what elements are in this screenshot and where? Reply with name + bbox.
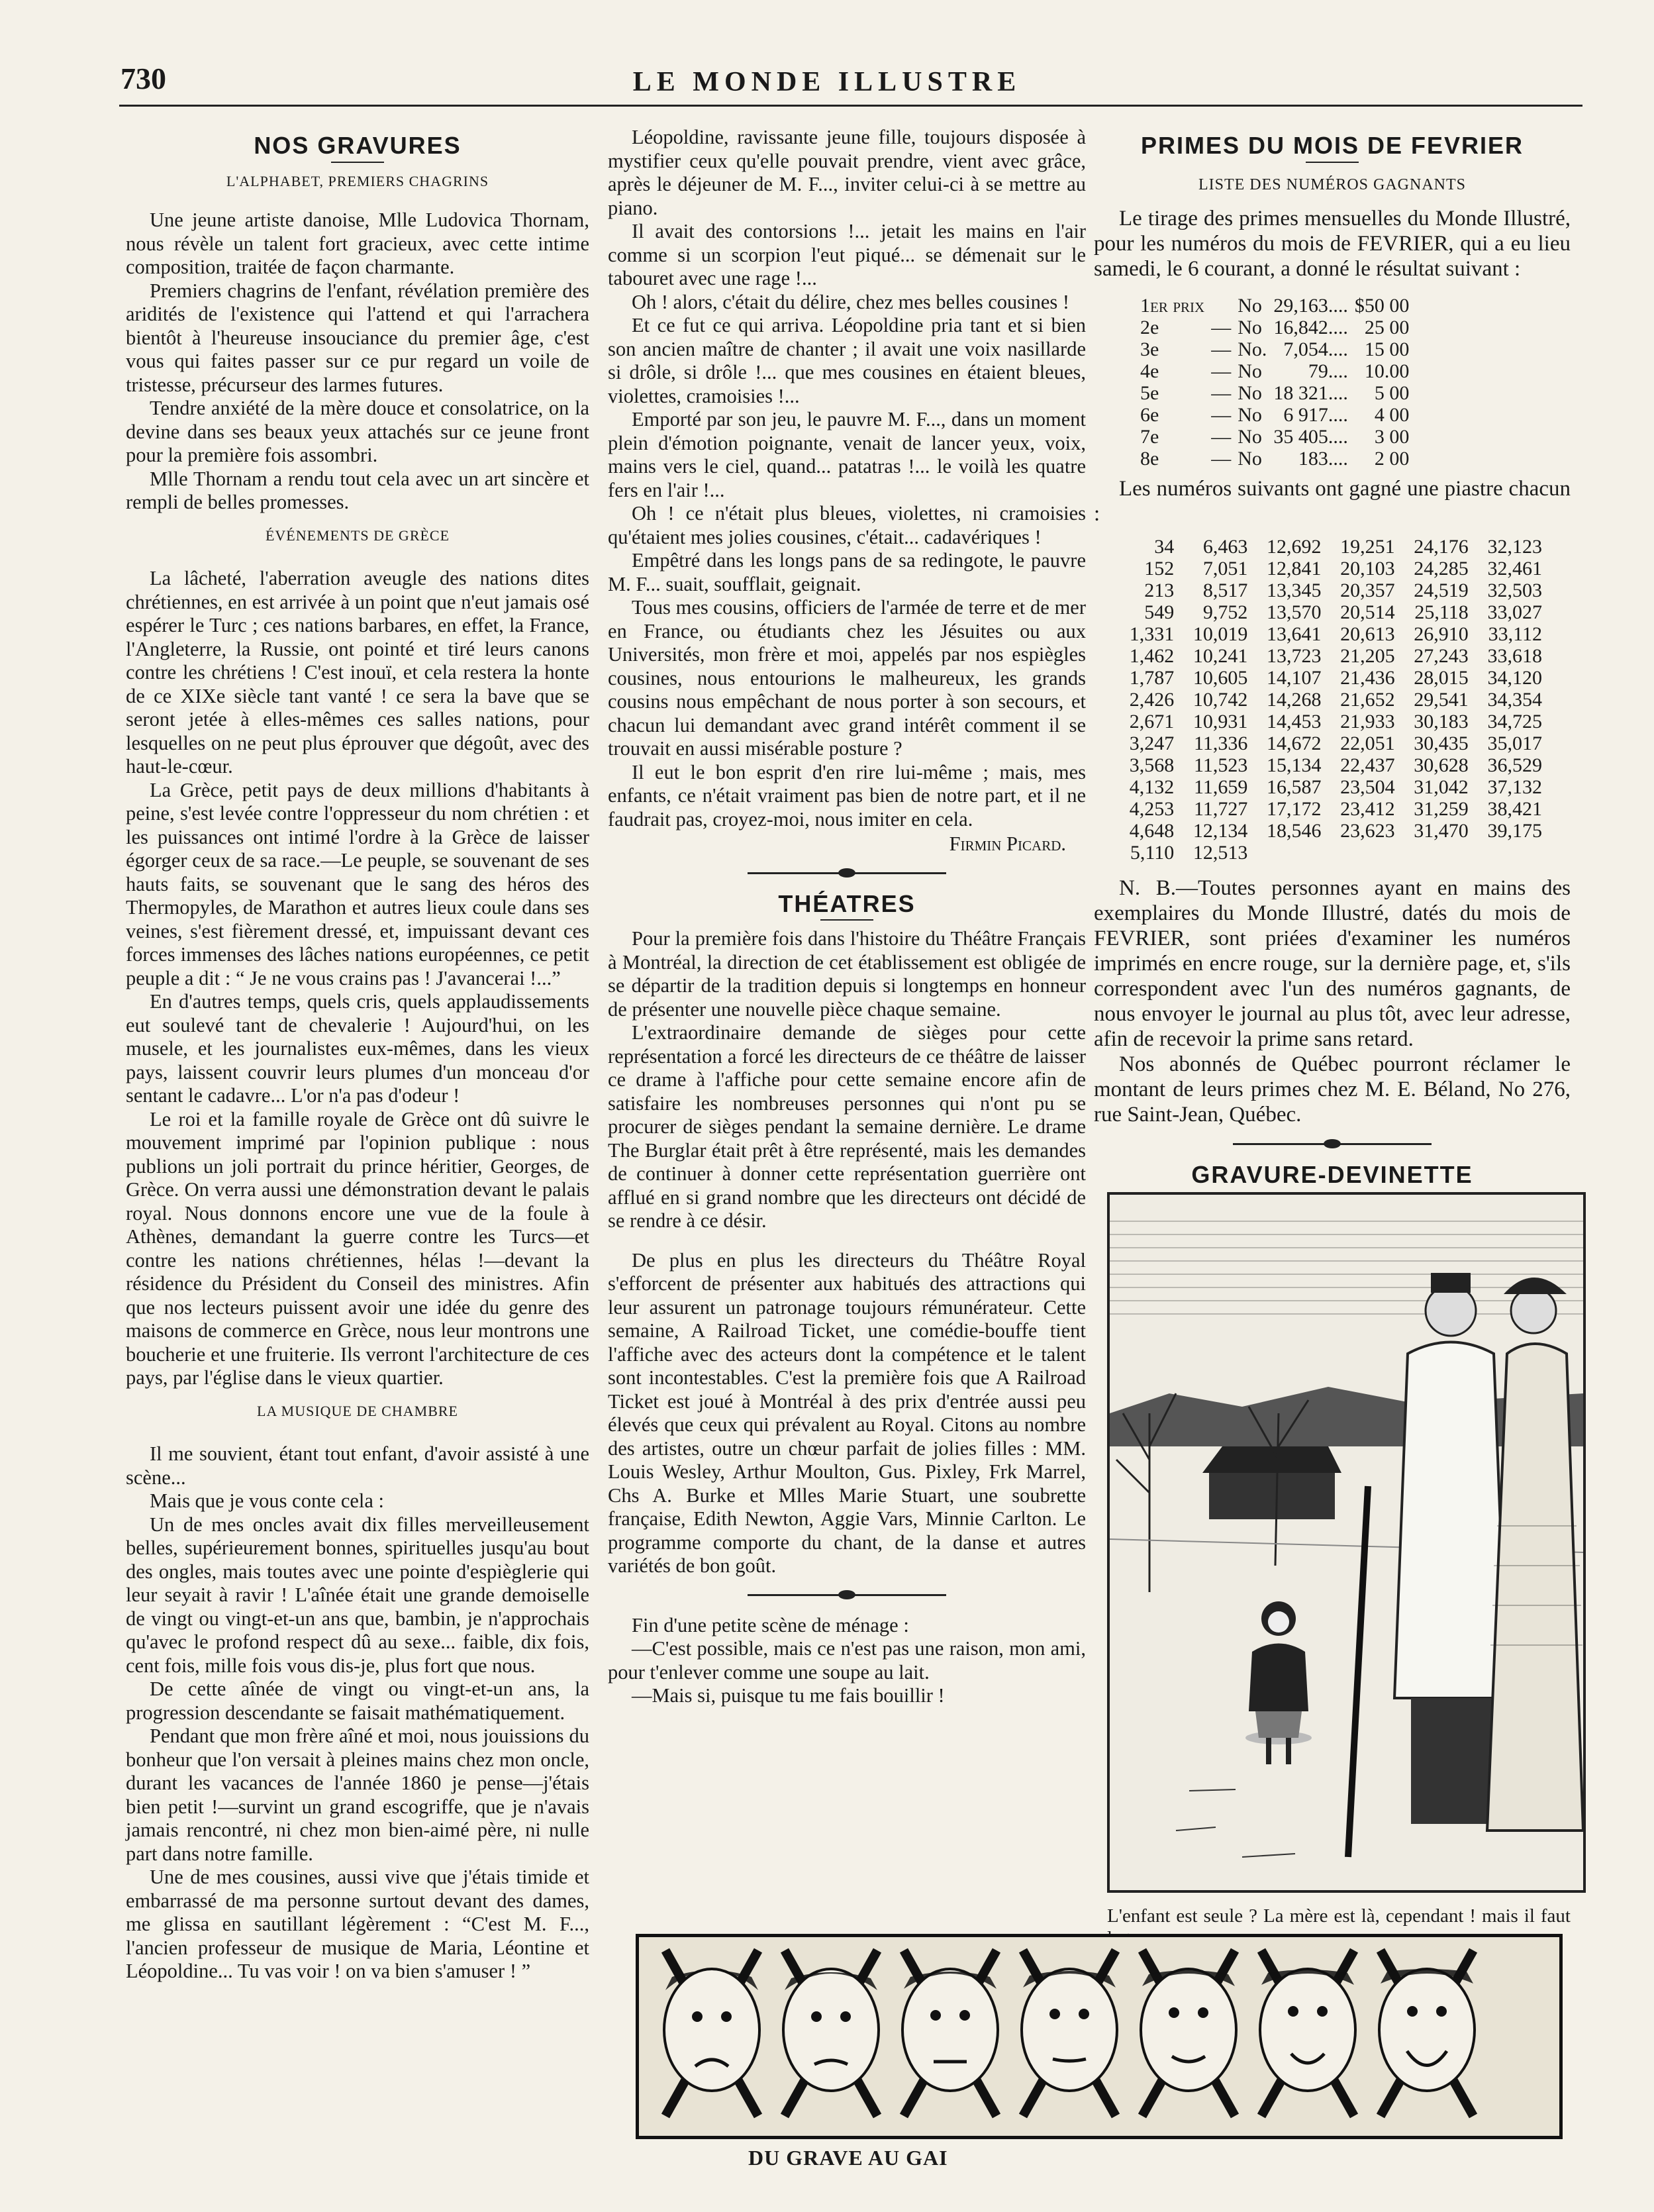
prize-rank: 5e	[1140, 382, 1159, 404]
section-title-nos-gravures: NOS GRAVURES	[254, 132, 462, 159]
prize-dash: —	[1211, 448, 1232, 470]
piastre-row	[1117, 711, 1547, 732]
paragraph: La lâcheté, l'aberration aveugle des nations dites chrétiennes, en est arrivée à un point que n'eut jamais osé espérer le Turc ; ces nations barbares, en effet, la France, l'Angleterre, la Russie, ont pointé et tiré leurs canons contre les chrétiens ! C'est inouï, et cela restera la honte de ce XIXe siècle tant vanté ! ce sera la bave que se seront jetée à elles-mêmes ces salles nations, pour lesquelles on ne peut plus éprouver que dégoût, avec des haut-le-cœur.	[126, 567, 589, 778]
prize-no-label: No	[1238, 317, 1262, 338]
piastre-row	[1117, 645, 1547, 667]
column-3	[1094, 126, 1571, 1950]
prize-amount: 25 00	[1364, 317, 1410, 338]
paragraph: Empêtré dans les longs pans de sa redingote, le pauvre M. F... suait, soufflait, geignait.	[608, 549, 1086, 595]
paragraph: Mais que je vous conte cela :	[150, 1489, 385, 1512]
prize-number: 6 917....	[1283, 404, 1348, 426]
piastre-number: 11,727	[1193, 798, 1248, 820]
winter-scene-illustration	[1110, 1195, 1583, 1890]
prize-number: 35 405....	[1273, 426, 1348, 448]
column-2	[608, 126, 1086, 1708]
piastre-number: 23,504	[1340, 776, 1395, 798]
paragraph: Oh ! alors, c'était du délire, chez mes belles cousines !	[632, 290, 1070, 313]
prize-table	[1140, 295, 1416, 470]
piastre-row	[1117, 689, 1547, 711]
prize-number: 16,842....	[1273, 317, 1348, 338]
faces-caption: DU GRAVE AU GAI	[748, 2146, 948, 2170]
piastre-number: 36,529	[1487, 754, 1542, 776]
section-title-devinette: GRAVURE-DEVINETTE	[1191, 1161, 1473, 1188]
subsection-title-liste: LISTE DES NUMÉROS GAGNANTS	[1198, 176, 1466, 193]
prize-no-label: No	[1238, 382, 1262, 404]
piastre-number: 5,110	[1130, 842, 1175, 864]
piastre-number: 32,123	[1487, 536, 1542, 558]
paragraph: Il me souvient, étant tout enfant, d'avoir assisté à une scène...	[126, 1442, 589, 1489]
paragraph: N. B.—Toutes personnes ayant en mains des exemplaires du Monde Illustré, datés du mois de FEVRIER, sont priées d'examiner les numéros imprimés en encre rouge, sur la dernière page, et, s'ils correspondent avec l'un des numéros gagnants, de nous envoyer le journal au plus tôt, avec leur adresse, afin de recevoir la prime sans retard.	[1094, 876, 1571, 1051]
piastre-number: 13,641	[1267, 623, 1322, 645]
piastre-row	[1117, 536, 1547, 558]
paragraph: Une de mes cousines, aussi vive que j'étais timide et embarrassé de ma personne surtout devant des dames, me glissa en sautillant légèrement : “C'est M. F..., l'ancien professeur de musique de Maria, Léontine et Léopoldine... Tu vas voir ! on va bien s'amuser ! ”	[126, 1866, 589, 1982]
paragraph: Il eut le bon esprit d'en rire lui-même ; mais, mes enfants, ce n'était vraiment pas bien de notre part, et il ne faudrait pas, croyez-moi, nous imiter en cela.	[608, 760, 1086, 830]
piastre-number: 12,513	[1192, 842, 1248, 864]
piastre-number: 7,051	[1202, 558, 1248, 579]
prize-dash: —	[1211, 317, 1232, 338]
prize-number: 183....	[1298, 448, 1348, 470]
piastre-number: 8,517	[1202, 579, 1248, 601]
paragraph: Le roi et la famille royale de Grèce ont dû suivre le mouvement imprimé par l'opinion publique : nous publions un joli portrait du prince héritier, Georges, de Grèce. On verra aussi une démonstration devant le palais royal. Nous donnons encore une vue de la foule à Athènes, demandant la guerre contre les Turcs—et contre les nations chrétiennes, hélas !—devant la résidence du Président du Conseil des ministres. Afin que nos lecteurs puissent avoir une idée du genre des maisons de commerce en Grèce, nous leur montrons une boucherie et une fruiterie. Ils verront l'architecture de ces pays, par l'église dans le vieux quartier.	[126, 1107, 589, 1389]
piastre-number: 4,253	[1129, 798, 1175, 820]
column-1	[126, 126, 589, 1984]
piastre-number: 39,175	[1487, 820, 1542, 842]
piastre-number: 2,671	[1129, 711, 1175, 732]
nb-block	[1094, 876, 1571, 1127]
piastre-number: 30,435	[1414, 732, 1469, 754]
piastre-number: 16,587	[1267, 776, 1322, 798]
prize-amount: 10.00	[1364, 360, 1410, 382]
piastre-number: 34	[1154, 536, 1175, 558]
paragraph: Tous mes cousins, officiers de l'armée de terre et de mer en France, ou étudiants chez les Jésuites ou aux Universités, mon frère et moi, appelés par nos espiègles cousines, nous entourions le malheureux, les grands cousins nous empêchant de nous porter à son secours, et chacun lui demandant avec grand intérêt comment il se trouvait en aussi misérable posture ?	[608, 596, 1086, 760]
prize-dash	[1211, 295, 1238, 317]
subsection-title-grece: ÉVÉNEMENTS DE GRÈCE	[265, 527, 450, 544]
prize-number: 29,163....	[1273, 295, 1348, 317]
piastre-number: 30,183	[1414, 711, 1469, 732]
paragraph: Pour la première fois dans l'histoire du Théâtre Français à Montréal, la direction de cet établissement est obligée de se départir de la tradition depuis si longtemps en honneur de présenter une nouvelle pièce chaque semaine.	[608, 927, 1086, 1021]
header-rule	[119, 105, 1582, 107]
piastre-number: 1,787	[1129, 667, 1175, 689]
ornament-divider	[1233, 1139, 1432, 1148]
piastre-number: 11,659	[1193, 776, 1248, 798]
subsection-title-alphabet: L'ALPHABET, PREMIERS CHAGRINS	[226, 172, 489, 189]
prize-dash: —	[1211, 426, 1232, 448]
paragraph: Les numéros suivants ont gagné une piastre chacun :	[1094, 477, 1571, 526]
faces-engraving	[636, 1934, 1563, 2139]
piastre-number: 23,412	[1340, 798, 1395, 820]
intro-block	[1094, 206, 1571, 281]
piastre-number: 30,628	[1414, 754, 1469, 776]
prize-row	[1140, 404, 1416, 426]
paragraph: Un de mes oncles avait dix filles merveilleusement belles, supérieurement bonnes, spirituelles jusqu'au bout des ongles, mais toutes avec une pointe d'espièglerie qui leur seyait à ravir ! L'aînée était une grande demoiselle de vingt ou vingt-et-un ans que, bambin, je n'approchais qu'avec le profond respect dû au sexe... faible, dix fois, cent fois, mille fois vous dis-je, plus fort que nous.	[126, 1513, 589, 1677]
masthead: LE MONDE ILLUSTRE	[632, 67, 1022, 97]
prize-amount: 2 00	[1374, 448, 1410, 470]
paragraph: De plus en plus les directeurs du Théâtre Royal s'efforcent de présenter aux habitués des attractions qui leur assurent un patronage toujours rémunérateur. Cette semaine, A Railroad Ticket, une comédie-bouffe tient l'affiche avec des acteurs dont la compétence et le talent sont incontestables. C'est la première fois que A Railroad Ticket est joué à Montréal à des prix d'entrée aussi peu élevés que ceux qui prévalent au Royal. Citons au nombre des artistes, outre un chœur parfait de jolies filles : MM. Louis Wesley, Arthur Moulton, Gus. Pixley, Frk Marrel, Chs A. Burke et Mlles Marie Stuart, une soubrette française, Edith Newton, Aggie Vars, Minnie Carlton. Le programme comporte du chant, de la danse et autres variétés de bon goût.	[608, 1248, 1086, 1577]
prize-row	[1140, 338, 1416, 360]
piastre-number: 35,017	[1487, 732, 1542, 754]
piastre-number: 22,437	[1340, 754, 1395, 776]
section-title-primes: PRIMES DU MOIS DE FEVRIER	[1140, 132, 1524, 159]
piastre-number: 34,354	[1487, 689, 1542, 711]
prize-row	[1140, 382, 1416, 404]
piastre-number: 21,436	[1340, 667, 1395, 689]
paragraph: Emporté par son jeu, le pauvre M. F..., dans un moment plein d'émotion poignante, venait de lancer yeux, voix, mains vers le ciel, quand... patatras !... le voilà les quatre fers en l'air !...	[608, 408, 1086, 501]
prize-rank: 3e	[1140, 338, 1159, 360]
prize-amount: $50 00	[1354, 295, 1410, 317]
piastre-number	[1400, 842, 1474, 864]
piastre-row	[1117, 623, 1547, 645]
piastre-number: 213	[1144, 579, 1175, 601]
paragraph: Il avait des contorsions !... jetait les mains en l'air comme si un scorpion l'eut piqué... se démenait sur le tabouret avec une rage !...	[608, 220, 1086, 289]
section-title-theatres: THÉATRES	[778, 889, 916, 917]
prize-number: 18 321....	[1273, 382, 1348, 404]
piastre-table	[1117, 536, 1547, 864]
prize-dash: —	[1211, 338, 1232, 360]
puzzle-engraving	[1107, 1192, 1586, 1893]
prize-no-label: No	[1238, 360, 1262, 382]
prize-no-label: No	[1238, 448, 1262, 470]
piastre-number: 2,426	[1129, 689, 1175, 711]
ornament-divider	[748, 868, 946, 878]
piastre-number: 22,051	[1340, 732, 1395, 754]
piastre-number: 152	[1144, 558, 1175, 579]
prize-rank: 8e	[1140, 448, 1159, 470]
prize-row	[1140, 317, 1416, 338]
piastre-number: 12,134	[1192, 820, 1248, 842]
prize-amount: 15 00	[1364, 338, 1410, 360]
paragraph: Pendant que mon frère aîné et moi, nous jouissions du bonheur que l'on versait à pleines mains chez mon oncle, durant les vacances de l'année 1860 je pense—j'étais bien petit !—survint un grand escogriffe, que je n'avais jamais rencontré, ni chez mon bien-aimé père, ni nulle part dans notre famille.	[126, 1725, 589, 1865]
piastre-number: 12,692	[1267, 536, 1322, 558]
piastre-number: 37,132	[1487, 776, 1542, 798]
piastre-number: 29,541	[1414, 689, 1469, 711]
paragraph: De cette aînée de vingt ou vingt-et-un ans, la progression descendante se faisait mathématiquement.	[126, 1678, 589, 1724]
paragraph: Premiers chagrins de l'enfant, révélation première des aridités de l'existence qui l'attend et qui l'arrachera bientôt à l'heureuse insouciance du premier âge, c'est vous qui faites passer sur ce pur regard un voile de tristesse, précurseur des larmes futures.	[126, 279, 589, 396]
prize-no-label: No.	[1238, 338, 1267, 360]
paragraph: Tendre anxiété de la mère douce et consolatrice, on la devine dans ses beaux yeux attachés sur ce jeune front pour la première fois assombri.	[126, 397, 589, 466]
piastre-number: 11,523	[1193, 754, 1248, 776]
piastre-number	[1474, 842, 1547, 864]
piastre-number: 6,463	[1202, 536, 1248, 558]
prize-rank: 6e	[1140, 404, 1159, 426]
prize-dash: —	[1211, 404, 1232, 426]
piastre-number: 18,546	[1267, 820, 1322, 842]
paragraph: Léopoldine, ravissante jeune fille, toujours disposée à mystifier ceux qu'elle pouvait prendre, vient avec grâce, après le déjeuner de M. F..., inviter celui-ci à se mettre au piano.	[608, 126, 1086, 219]
paragraph: Mlle Thornam a rendu tout cela avec un art sincère et rempli de belles promesses.	[126, 467, 589, 513]
piastre-number: 4,648	[1129, 820, 1175, 842]
piastre-number: 21,205	[1340, 645, 1395, 667]
piastre-row	[1117, 798, 1547, 820]
piastre-number: 31,259	[1414, 798, 1469, 820]
prize-rank: 4e	[1140, 360, 1159, 382]
paragraph: Une jeune artiste danoise, Mlle Ludovica Thornam, nous révèle un talent fort gracieux, avec cette intime composition, traitée de façon charmante.	[126, 209, 589, 278]
piastre-number: 33,027	[1487, 601, 1542, 623]
rule	[1306, 162, 1359, 163]
paragraph: Fin d'une petite scène de ménage :	[632, 1613, 909, 1636]
page-number: 730	[121, 62, 166, 95]
piastre-number: 17,172	[1267, 798, 1322, 820]
piastre-row	[1117, 776, 1547, 798]
paragraph: —Mais si, puisque tu me fais bouillir !	[632, 1684, 945, 1707]
piastre-number	[1253, 842, 1326, 864]
paragraph: Nos abonnés de Québec pourront réclamer le montant de leurs primes chez M. E. Béland, No 276, rue Saint-Jean, Québec.	[1094, 1052, 1571, 1127]
piastre-number: 32,461	[1487, 558, 1542, 579]
piastre-number: 9,752	[1202, 601, 1248, 623]
paragraph: La Grèce, petit pays de deux millions d'habitants à peine, s'est levée contre l'oppresseur du nom chrétien : et les puissances ont intimé l'ordre à la Grèce de laisser égorger ceux de sa race.—Le peuple, se souvenant de ses hauts faits, se souvenant que le sang des héros des Thermopyles, de Marathon et autres lieux coule dans ses veines, s'est fièrement dressé, et, impuissant devant ces forces immenses des lâches nations européennes, ce petit peuple a dit : “ Je ne vous crains pas ! J'avancerai !...”	[126, 778, 589, 989]
prize-dash: —	[1211, 360, 1232, 382]
piastre-row	[1117, 732, 1547, 754]
prize-rank: 1er prix	[1140, 295, 1205, 317]
paragraph: Le tirage des primes mensuelles du Monde Illustré, pour les numéros du mois de FEVRIER, qui a eu lieu samedi, le 6 courant, a donné le résultat suivant :	[1094, 207, 1571, 281]
piastre-number: 31,470	[1414, 820, 1469, 842]
prize-row	[1140, 426, 1416, 448]
puzzle-caption: L'enfant est seule ? La mère est là, cependant ! mais il faut	[1107, 1905, 1571, 1927]
prize-dash: —	[1211, 382, 1232, 404]
piastre-number: 20,613	[1340, 623, 1395, 645]
paragraph: En d'autres temps, quels cris, quels applaudissements eut soulevé tant de chevalerie ! Aujourd'hui, on les musele, et les journalistes eux-mêmes, dans les vieux pays, laissent couvrir leurs plumes d'un monceau d'or sentant le cadavre... L'or n'a pas d'odeur !	[126, 990, 589, 1107]
piastre-row	[1117, 601, 1547, 623]
piastre-number: 13,345	[1267, 579, 1322, 601]
piastre-number: 21,933	[1340, 711, 1395, 732]
piastre-number: 28,015	[1414, 667, 1469, 689]
piastre-row	[1117, 579, 1547, 601]
piastre-number: 20,103	[1340, 558, 1395, 579]
piastre-number: 4,132	[1129, 776, 1175, 798]
piastre-row	[1117, 558, 1547, 579]
piastre-number: 10,931	[1192, 711, 1248, 732]
piastre-number: 12,841	[1267, 558, 1322, 579]
piastre-number: 34,725	[1487, 711, 1542, 732]
piastre-number: 33,112	[1488, 623, 1542, 645]
paragraph: Et ce fut ce qui arriva. Léopoldine pria tant et si bien son ancien maître de chanter ; il avait une voix nasillarde si drôle, si drôle !... que mes cousines en étaient bleues, violettes, cramoisies !...	[608, 314, 1086, 407]
subsection-title-musique: LA MUSIQUE DE CHAMBRE	[257, 1402, 458, 1419]
piastre-row	[1117, 842, 1547, 864]
piastre-number: 19,251	[1340, 536, 1395, 558]
prize-no-label: No	[1238, 404, 1262, 426]
prize-row	[1140, 295, 1416, 317]
piastre-number: 14,453	[1267, 711, 1322, 732]
piastre-row	[1117, 820, 1547, 842]
paragraph: Oh ! ce n'était plus bleues, violettes, ni cramoisies qu'étaient mes jolies cousines, c'était... cadavériques !	[608, 502, 1086, 548]
piastre-number: 3,247	[1129, 732, 1175, 754]
piastre-number: 26,910	[1414, 623, 1469, 645]
piastre-number: 10,019	[1192, 623, 1248, 645]
prize-amount: 4 00	[1374, 404, 1410, 426]
piastre-number: 549	[1144, 601, 1175, 623]
piastre-number: 10,605	[1192, 667, 1248, 689]
piastre-row	[1117, 667, 1547, 689]
prize-no-label: No	[1238, 295, 1262, 317]
paragraph: —C'est possible, mais ce n'est pas une raison, mon ami, pour t'enlever comme une soupe au lait.	[608, 1637, 1086, 1684]
piastre-number: 32,503	[1487, 579, 1542, 601]
piastre-number: 33,618	[1487, 645, 1542, 667]
piastre-number	[1327, 842, 1400, 864]
piastre-number: 31,042	[1414, 776, 1469, 798]
rule	[331, 162, 384, 163]
piastre-number: 34,120	[1487, 667, 1542, 689]
prize-row	[1140, 448, 1416, 470]
piastre-number: 1,331	[1129, 623, 1175, 645]
signature: Firmin Picard.	[949, 832, 1066, 855]
prize-rank: 2e	[1140, 317, 1159, 338]
piastre-number: 10,742	[1192, 689, 1248, 711]
piastre-number: 10,241	[1192, 645, 1248, 667]
piastre-number: 20,357	[1340, 579, 1395, 601]
paragraph: L'extraordinaire demande de sièges pour cette représentation a forcé les directeurs de ce théâtre de laisser ce drame à l'affiche pour cette semaine encore afin de satisfaire les nombreuses personnes qui n'ont pu se procurer de sièges pendant la semaine dernière. Le drame The Burglar était prêt à être représenté, mais les demandes de continuer à donner cette représentation guerrière ont afflué en si grand nombre que les directeurs ont décidé de se rendre à ce désir.	[608, 1021, 1086, 1232]
piastre-number: 25,118	[1414, 601, 1469, 623]
piastre-number: 23,623	[1340, 820, 1395, 842]
piastre-number: 24,285	[1414, 558, 1469, 579]
prize-amount: 3 00	[1374, 426, 1410, 448]
prize-row	[1140, 360, 1416, 382]
piastre-number: 14,107	[1267, 667, 1322, 689]
prize-number: 79....	[1308, 360, 1348, 382]
piastre-number: 24,176	[1414, 536, 1469, 558]
piastre-number: 13,723	[1267, 645, 1322, 667]
prize-rank: 7e	[1140, 426, 1159, 448]
piastre-number: 24,519	[1414, 579, 1469, 601]
piastre-number: 3,568	[1129, 754, 1175, 776]
piastre-number: 13,570	[1267, 601, 1322, 623]
rule	[820, 919, 873, 921]
piastre-number: 11,336	[1193, 732, 1248, 754]
piastre-number: 38,421	[1487, 798, 1542, 820]
piastre-number: 1,462	[1129, 645, 1175, 667]
piastre-number: 14,672	[1267, 732, 1322, 754]
prize-no-label: No	[1238, 426, 1262, 448]
piastre-intro-block	[1094, 476, 1571, 527]
piastre-number: 20,514	[1340, 601, 1395, 623]
faces-illustration	[639, 1937, 1553, 2129]
piastre-number: 15,134	[1267, 754, 1322, 776]
piastre-row	[1117, 754, 1547, 776]
piastre-number: 27,243	[1414, 645, 1469, 667]
piastre-number: 21,652	[1340, 689, 1395, 711]
piastre-number: 14,268	[1267, 689, 1322, 711]
prize-number: 7,054....	[1283, 338, 1348, 360]
ornament-divider	[748, 1590, 946, 1599]
prize-amount: 5 00	[1374, 382, 1410, 404]
